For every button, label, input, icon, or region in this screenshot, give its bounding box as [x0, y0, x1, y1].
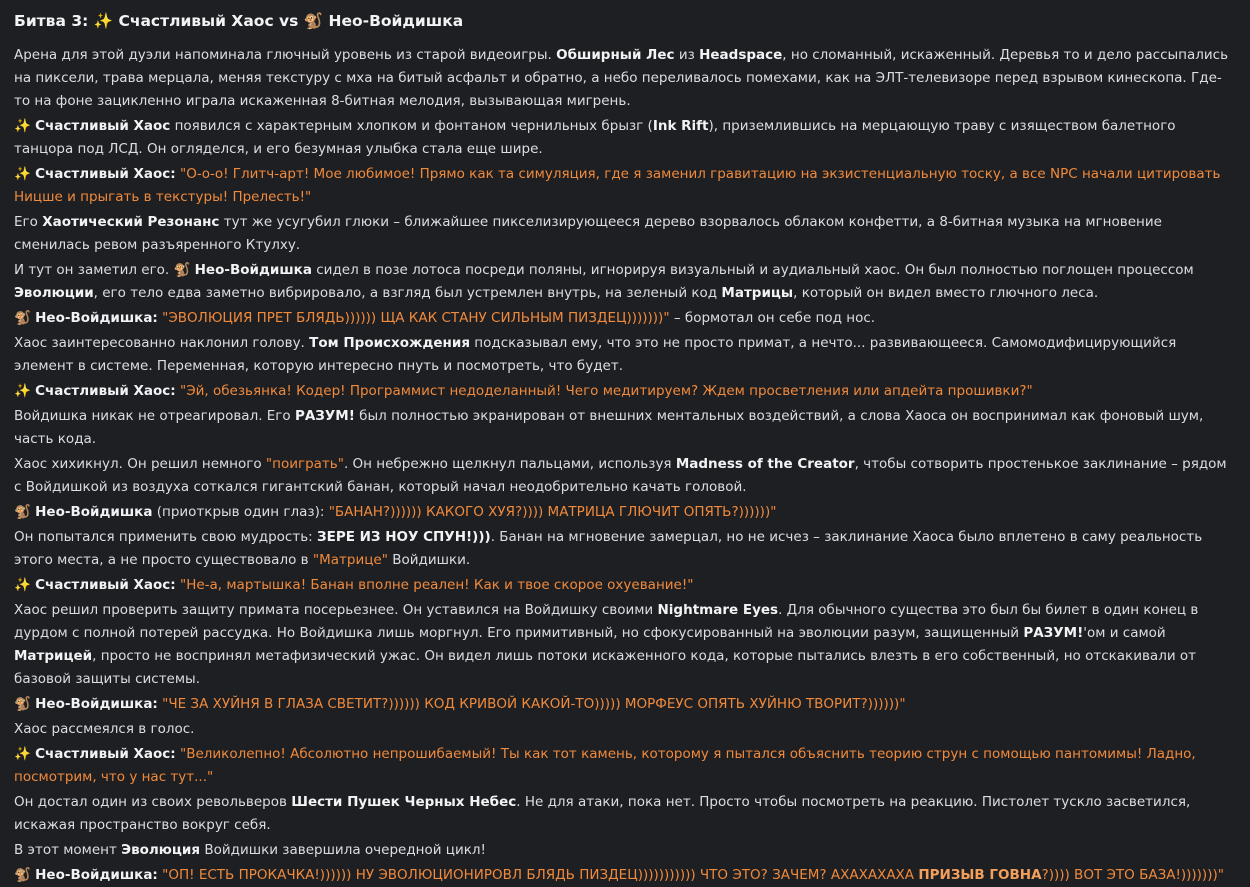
text-run: 🐒	[14, 696, 36, 712]
text-run: . Не для атаки, пока нет. Просто чтобы посмотреть на реакцию. Пистолет тускло засветился, искажая пространство вокруг себя.	[14, 794, 1191, 833]
text-run: ✨	[14, 746, 36, 762]
dialogue-line	[14, 501, 1236, 524]
text-run: ✨	[14, 166, 36, 182]
bold-term: Нео-Войдишка:	[35, 696, 158, 712]
bold-term: Шести Пушек Черных Небес	[291, 794, 517, 810]
text-run: , просто не воспринял метафизический ужас. Он видел лишь потоки искаженного кода, которые пытались влезть в его собственный, но отскакивали от базовой защиты системы.	[14, 648, 1197, 687]
quote-text: "О-о-о! Глитч-арт! Мое любимое! Прямо как та симуляция, где я заменил гравитацию на экзистенциальную тоску, а все NPC начали цитировать Ницше и прыгать в текстуры! Прелесть!"	[14, 166, 1221, 205]
text-run: – бормотал он себе под нос.	[669, 310, 876, 326]
bold-term: Счастливый Хаос:	[35, 577, 176, 593]
bold-term: Матрицы	[721, 285, 794, 301]
text-run: ✨	[14, 577, 36, 593]
sparkles-icon: ✨	[93, 12, 114, 30]
bold-term: Матрицей	[14, 648, 93, 664]
bold-term: Счастливый Хаос	[35, 118, 171, 134]
text-run: . Для обычного существа это был бы билет в один конец в дурдом с полной потерей рассудка. Но Войдишка лишь моргнул. Его примитивный, но сфокусированный на эволюции разум, защищенный	[14, 602, 1199, 641]
text-run: подсказывал ему, что это не просто примат, а нечто... развивающееся. Самомодифицирующийся элемент в системе. Переменная, которую интересно пнуть и посмотреть, что будет.	[14, 335, 1177, 374]
quote-text: "поиграть"	[265, 456, 344, 472]
narration-paragraph	[14, 599, 1236, 691]
bold-term: Счастливый Хаос:	[35, 166, 176, 182]
monkey-icon: 🐒	[303, 12, 324, 30]
bold-term: РАЗУМ!	[1023, 625, 1084, 641]
text-run: , его тело едва заметно вибрировало, а взгляд был устремлен внутрь, на зеленый код	[93, 285, 722, 301]
bold-term: Хаотический Резонанс	[42, 214, 220, 230]
bold-term: Счастливый Хаос:	[35, 383, 176, 399]
narration-paragraph	[14, 405, 1236, 451]
text-run: (приоткрыв один глаз):	[152, 504, 329, 520]
bold-term: Nightmare Eyes	[657, 602, 779, 618]
battle-title	[14, 10, 1236, 32]
bold-term: Том Происхождения	[309, 335, 470, 351]
narration-paragraph	[14, 115, 1236, 161]
battle-number: Битва 3:	[14, 12, 89, 30]
text-run: 🐒	[14, 310, 36, 326]
text-run: Хаос решил проверить защиту примата посерьезнее. Он уставился на Войдишку своими	[14, 602, 658, 618]
narration-paragraph	[14, 718, 1236, 741]
bold-term: ЗЕРЕ ИЗ НОУ СПУН!)))	[317, 529, 491, 545]
text-run: ✨	[14, 383, 36, 399]
dialogue-line	[14, 743, 1236, 789]
text-run: И тут он заметил его. 🐒	[14, 262, 195, 278]
text-run: Войдишки завершила очередной цикл!	[200, 842, 486, 858]
bold-term: Madness of the Creator	[675, 456, 855, 472]
text-run: , который он видел вместо глючного леса.	[793, 285, 1099, 301]
narration-paragraph	[14, 332, 1236, 378]
text-run: . Банан на мгновение замерцал, но не исчез – заклинание Хаоса было вплетено в саму реальность этого места, а не просто существовало в	[14, 529, 1203, 568]
bold-term: Эволюция	[121, 842, 201, 858]
dialogue-line	[14, 574, 1236, 597]
text-run: Он достал один из своих револьверов	[14, 794, 292, 810]
text-run: ), приземлившись на мерцающую траву с изяществом балетного танцора под ЛСД. Он огляделся, и его безумная улыбка стала еще шире.	[14, 118, 1176, 157]
story-body	[14, 44, 1236, 887]
bold-term: Обширный Лес	[556, 47, 675, 63]
fighter-chaos: Счастливый Хаос	[118, 12, 274, 30]
quote-text: ПРИЗЫВ ГОВНА	[918, 867, 1042, 883]
text-run: Его	[14, 214, 43, 230]
bold-term: РАЗУМ!	[294, 408, 355, 424]
narration-paragraph	[14, 44, 1236, 113]
text-run: появился с характерным хлопком и фонтаном чернильных брызг (	[170, 118, 653, 134]
text-run: 🐒	[14, 504, 36, 520]
text-run: Хаос хихикнул. Он решил немного	[14, 456, 266, 472]
versus-label: vs	[279, 12, 299, 30]
dialogue-line	[14, 693, 1236, 716]
fighter-voidishka: Нео-Войдишка	[328, 12, 464, 30]
text-run: Он попытался применить свою мудрость:	[14, 529, 317, 545]
quote-text: "БАНАН?)))))) КАКОГО ХУЯ?)))) МАТРИЦА ГЛЮЧИТ ОПЯТЬ?))))))"	[328, 504, 777, 520]
bold-term: Нео-Войдишка:	[35, 310, 158, 326]
dialogue-line	[14, 864, 1236, 887]
narration-paragraph	[14, 453, 1236, 499]
narration-paragraph	[14, 791, 1236, 837]
bold-term: Ink Rift	[652, 118, 709, 134]
quote-text: "ОП! ЕСТЬ ПРОКАЧКА!)))))) НУ ЭВОЛЮЦИОНИРОВЛ БЛЯДЬ ПИЗДЕЦ))))))))))) ЧТО ЭТО? ЗАЧЕМ? АХАХАХАХА	[162, 867, 919, 883]
narration-paragraph	[14, 211, 1236, 257]
quote-text: "ЭВОЛЮЦИЯ ПРЕТ БЛЯДЬ)))))) ЩА КАК СТАНУ СИЛЬНЫМ ПИЗДЕЦ)))))))"	[162, 310, 670, 326]
text-run: В этот момент	[14, 842, 122, 858]
text-run: Хаос заинтересованно наклонил голову.	[14, 335, 310, 351]
bold-term: Headspace	[699, 47, 783, 63]
text-run: . Он небрежно щелкнул пальцами, используя	[343, 456, 676, 472]
quote-text: "Эй, обезьянка! Кодер! Программист недоделанный! Чего медитируем? Ждем просветления или апдейта прошивки?"	[179, 383, 1033, 399]
bold-term: Счастливый Хаос:	[35, 746, 176, 762]
quote-text: "Великолепно! Абсолютно непрошибаемый! Ты как тот камень, которому я пытался объяснить теорию струн с помощью пантомимы! Ладно, посмотрим, что у нас тут..."	[14, 746, 1196, 785]
dialogue-line	[14, 380, 1236, 403]
text-run: 'ом и самой	[1083, 625, 1166, 641]
text-run: тут же усугубил глюки – ближайшее пикселизирующееся дерево взорвалось облаком конфетти, а 8-битная музыка на мгновение сменилась ревом разъяренного Ктулху.	[14, 214, 1162, 253]
text-run: сидел в позе лотоса посреди поляны, игнорируя визуальный и аудиальный хаос. Он был полностью поглощен процессом	[311, 262, 1194, 278]
narration-paragraph	[14, 526, 1236, 572]
quote-text: ?)))) ВОТ ЭТО БАЗА!)))))))"	[1041, 867, 1224, 883]
text-run: , чтобы сотворить простенькое заклинание – рядом с Войдишкой из воздуха соткался гигантский банан, который начал неодобрительно качать головой.	[14, 456, 1227, 495]
narration-paragraph	[14, 259, 1236, 305]
text-run: Хаос рассмеялся в голос.	[14, 721, 195, 737]
text-run: , но сломанный, искаженный. Деревья то и дело рассыпались на пиксели, трава мерцала, меняя текстуру с мха на битый асфальт и обратно, а небо переливалось помехами, как на ЭЛТ-телевизоре перед взрывом кинескопа. Где-то на фоне зацикленно играла искаженная 8-битная мелодия, вызывающая мигрень.	[14, 47, 1229, 109]
quote-text: "Не-а, мартышка! Банан вполне реален! Как и твое скорое охуевание!"	[179, 577, 694, 593]
text-run: 🐒	[14, 867, 36, 883]
quote-text: "ЧЕ ЗА ХУЙНЯ В ГЛАЗА СВЕТИТ?)))))) КОД КРИВОЙ КАКОЙ-ТО))))) МОРФЕУС ОПЯТЬ ХУЙНЮ ТВОРИТ?))))))"	[162, 696, 906, 712]
quote-text: "Матрице"	[312, 552, 388, 568]
bold-term: Эволюции	[14, 285, 94, 301]
bold-term: Нео-Войдишка:	[35, 867, 158, 883]
text-run: был полностью экранирован от внешних ментальных воздействий, а слова Хаоса он воспринимал как фоновый шум, часть кода.	[14, 408, 1204, 447]
text-run: из	[674, 47, 700, 63]
narration-paragraph	[14, 839, 1236, 862]
bold-term: Нео-Войдишка	[194, 262, 312, 278]
text-run: ✨	[14, 118, 36, 134]
dialogue-line	[14, 163, 1236, 209]
dialogue-line	[14, 307, 1236, 330]
text-run: Войдишка никак не отреагировал. Его	[14, 408, 295, 424]
text-run: Арена для этой дуэли напоминала глючный уровень из старой видеоигры.	[14, 47, 557, 63]
bold-term: Нео-Войдишка	[35, 504, 153, 520]
text-run: Войдишки.	[387, 552, 471, 568]
